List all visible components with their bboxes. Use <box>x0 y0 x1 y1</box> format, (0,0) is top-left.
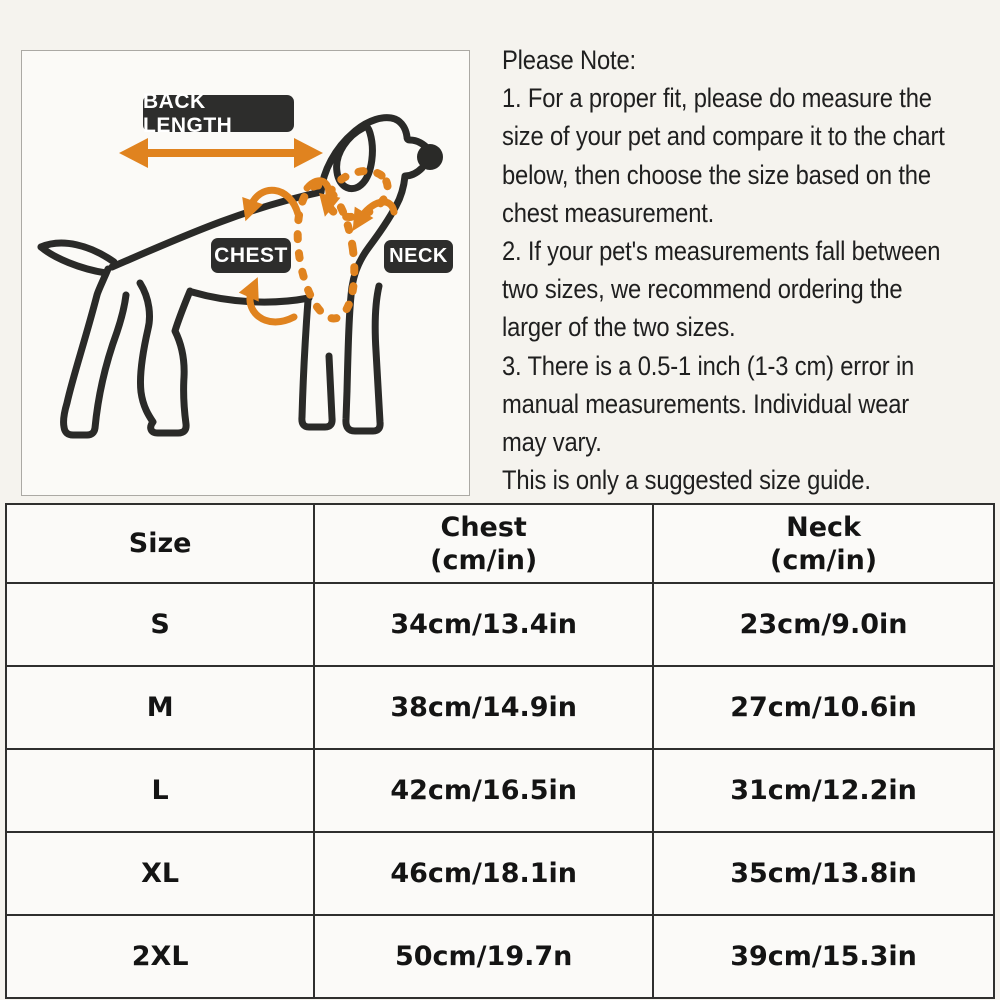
note-line-7: larger of the two sizes. <box>502 312 736 343</box>
note-line-11: This is only a suggested size guide. <box>502 465 871 496</box>
please-note-section <box>502 41 998 499</box>
table-row-l <box>6 749 994 832</box>
chest-cell: 34cm/13.4in <box>314 583 653 666</box>
note-line-10: may vary. <box>502 427 602 458</box>
table-row-m <box>6 666 994 749</box>
size-cell: S <box>6 583 314 666</box>
dog-outline <box>41 118 429 435</box>
note-line-6: two sizes, we recommend ordering the <box>502 274 903 305</box>
size-table-header-row <box>6 504 994 583</box>
back-length-arrowhead-right <box>294 138 323 168</box>
dog-nose <box>417 144 443 170</box>
dog-diagram-panel <box>21 50 470 496</box>
neck-cell: 31cm/12.2in <box>653 749 994 832</box>
size-cell: M <box>6 666 314 749</box>
header-chest: Chest (cm/in) <box>314 504 653 583</box>
back-length-arrowhead-left <box>119 138 148 168</box>
size-cell: XL <box>6 832 314 915</box>
table-row-s <box>6 583 994 666</box>
header-size: Size <box>6 504 314 583</box>
note-line-1: 1. For a proper fit, please do measure the <box>502 83 932 114</box>
chest-label: CHEST <box>211 238 291 273</box>
dog-rear-leg-far <box>64 269 126 435</box>
chest-bottom-arrow <box>250 290 294 322</box>
neck-cell: 27cm/10.6in <box>653 666 994 749</box>
size-cell: L <box>6 749 314 832</box>
note-line-9: manual measurements. Individual wear <box>502 388 910 419</box>
dog-front-leg-near <box>346 168 422 431</box>
note-line-3: below, then choose the size based on the <box>502 159 931 190</box>
note-title: Please Note: <box>502 45 636 75</box>
dog-rear-leg-near <box>140 283 190 433</box>
note-line-5: 2. If your pet's measurements fall between <box>502 236 941 267</box>
note-line-2: size of your pet and compare it to the chart <box>502 121 945 152</box>
table-row-xl <box>6 832 994 915</box>
chest-cell: 50cm/19.7n <box>314 915 653 998</box>
neck-label: NECK <box>384 240 453 273</box>
chest-cell: 46cm/18.1in <box>314 832 653 915</box>
note-line-8: 3. There is a 0.5-1 inch (1-3 cm) error in <box>502 350 915 381</box>
chest-cell: 42cm/16.5in <box>314 749 653 832</box>
size-cell: 2XL <box>6 915 314 998</box>
neck-cell: 23cm/9.0in <box>653 583 994 666</box>
neck-cell: 35cm/13.8in <box>653 832 994 915</box>
table-row-2xl <box>6 915 994 998</box>
chest-cell: 38cm/14.9in <box>314 666 653 749</box>
note-line-4: chest measurement. <box>502 197 715 228</box>
back-length-label: BACK LENGTH <box>143 95 294 132</box>
header-neck: Neck (cm/in) <box>653 504 994 583</box>
neck-cell: 39cm/15.3in <box>653 915 994 998</box>
size-chart-table <box>5 503 995 999</box>
